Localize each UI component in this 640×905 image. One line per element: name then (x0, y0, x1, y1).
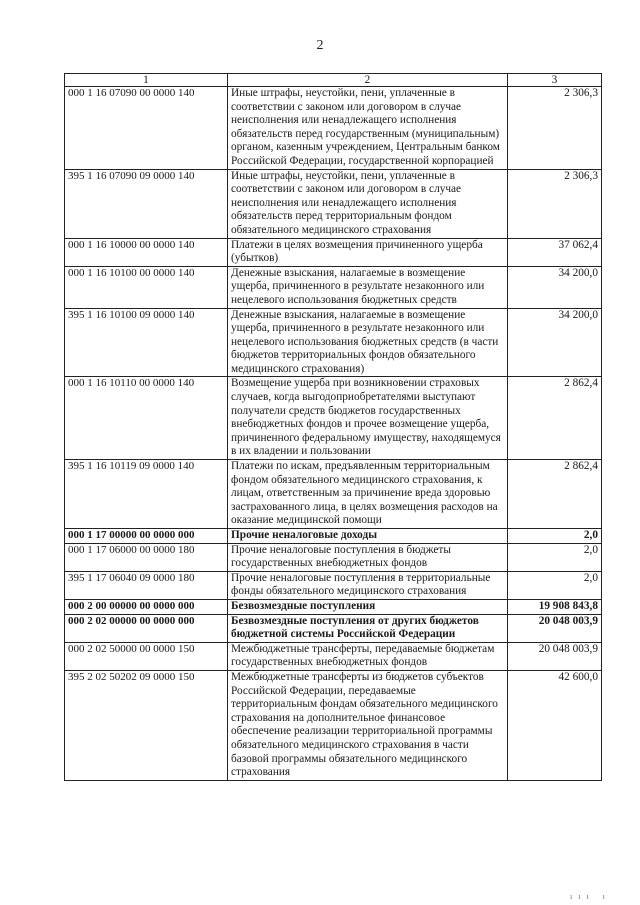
cell-name: Денежные взыскания, налагаемые в возмещение ущерба, причиненного в результате незаконного или нецелевого использования бюджетных средств (в части бюджетов территориальных фондов обязательного медицинского страхования) (228, 308, 508, 377)
table-row (65, 266, 602, 308)
cell-code: 000 1 17 06000 00 0000 180 (65, 543, 228, 571)
table-row (65, 571, 602, 599)
cell-amount: 34 200,0 (508, 266, 602, 308)
cell-code: 395 1 16 10100 09 0000 140 (65, 308, 228, 377)
cell-name: Прочие неналоговые поступления в территориальные фонды обязательного медицинского страхования (228, 571, 508, 599)
cell-code: 395 1 17 06040 09 0000 180 (65, 571, 228, 599)
cell-name: Безвозмездные поступления (228, 599, 508, 614)
cell-name: Прочие неналоговые поступления в бюджеты государственных внебюджетных фондов (228, 543, 508, 571)
cell-name: Прочие неналоговые доходы (228, 529, 508, 544)
cell-amount: 2,0 (508, 571, 602, 599)
cell-amount: 2 306,3 (508, 169, 602, 238)
table-row (65, 599, 602, 614)
cell-code: 395 1 16 07090 09 0000 140 (65, 169, 228, 238)
budget-revenue-table (64, 73, 602, 781)
cell-name: Денежные взыскания, налагаемые в возмещение ущерба, причиненного в результате незаконного или нецелевого использования бюджетных средств (228, 266, 508, 308)
table-row (65, 529, 602, 544)
table-row (65, 670, 602, 780)
table-row (65, 169, 602, 238)
cell-amount: 34 200,0 (508, 308, 602, 377)
cell-code: 395 2 02 50202 09 0000 150 (65, 670, 228, 780)
cell-code: 000 2 02 00000 00 0000 000 (65, 614, 228, 642)
cell-amount: 2,0 (508, 529, 602, 544)
cell-amount: 37 062,4 (508, 238, 602, 266)
table-row (65, 87, 602, 170)
cell-amount: 2 862,4 (508, 377, 602, 460)
column-header-amount: 3 (508, 74, 602, 87)
cell-name: Иные штрафы, неустойки, пени, уплаченные в соответствии с законом или договором в случае неисполнения или ненадлежащего исполнения обязательств перед государственным (муниципальным) органом, казенным учреждением, Центральным банком Российской Федерации, государственной корпорацией (228, 87, 508, 170)
cell-name: Межбюджетные трансферты, передаваемые бюджетам государственных внебюджетных фондов (228, 642, 508, 670)
cell-amount: 19 908 843,8 (508, 599, 602, 614)
table-row (65, 642, 602, 670)
table-row (65, 238, 602, 266)
cell-amount: 2 862,4 (508, 460, 602, 529)
column-header-name: 2 (228, 74, 508, 87)
table-row (65, 614, 602, 642)
cell-code: 000 1 16 10100 00 0000 140 (65, 266, 228, 308)
cell-code: 000 2 02 50000 00 0000 150 (65, 642, 228, 670)
cell-name: Иные штрафы, неустойки, пени, уплаченные в соответствии с законом или договором в случае неисполнения или ненадлежащего исполнения обязательств перед территориальным фондом обязательного медицинского страхования (228, 169, 508, 238)
cell-name: Безвозмездные поступления от других бюджетов бюджетной системы Российской Федерации (228, 614, 508, 642)
page-edge-mark: ııı ı (570, 892, 611, 901)
cell-amount: 20 048 003,9 (508, 642, 602, 670)
cell-amount: 42 600,0 (508, 670, 602, 780)
cell-code: 000 1 16 07090 00 0000 140 (65, 87, 228, 170)
table-header-row (65, 74, 602, 87)
cell-name: Платежи по искам, предъявленным территориальным фондом обязательного медицинского страхования, к лицам, ответственным за причинение вреда здоровью застрахованного лица, в целях возмещения расходов на оказание медицинской помощи (228, 460, 508, 529)
column-header-code: 1 (65, 74, 228, 87)
table-row (65, 543, 602, 571)
cell-amount: 2 306,3 (508, 87, 602, 170)
table-body (65, 87, 602, 781)
page-number: 2 (316, 38, 324, 53)
cell-code: 000 1 16 10110 00 0000 140 (65, 377, 228, 460)
cell-code: 000 1 17 00000 00 0000 000 (65, 529, 228, 544)
cell-name: Межбюджетные трансферты из бюджетов субъектов Российской Федерации, передаваемые территориальным фондам обязательного медицинского страхования на дополнительное финансовое обеспечение реализации территориальной программы обязательного медицинского страхования в части базовой программы обязательного медицинского страхования (228, 670, 508, 780)
table-row (65, 308, 602, 377)
cell-code: 000 2 00 00000 00 0000 000 (65, 599, 228, 614)
cell-name: Возмещение ущерба при возникновении страховых случаев, когда выгодоприобретателями выступают получатели средств бюджетов государственных внебюджетных фондов и прочее возмещение ущерба, причиненного федеральному имуществу, находящемуся в их владении и пользовании (228, 377, 508, 460)
cell-amount: 20 048 003,9 (508, 614, 602, 642)
cell-amount: 2,0 (508, 543, 602, 571)
table-row (65, 460, 602, 529)
table-row (65, 377, 602, 460)
cell-name: Платежи в целях возмещения причиненного ущерба (убытков) (228, 238, 508, 266)
cell-code: 395 1 16 10119 09 0000 140 (65, 460, 228, 529)
cell-code: 000 1 16 10000 00 0000 140 (65, 238, 228, 266)
